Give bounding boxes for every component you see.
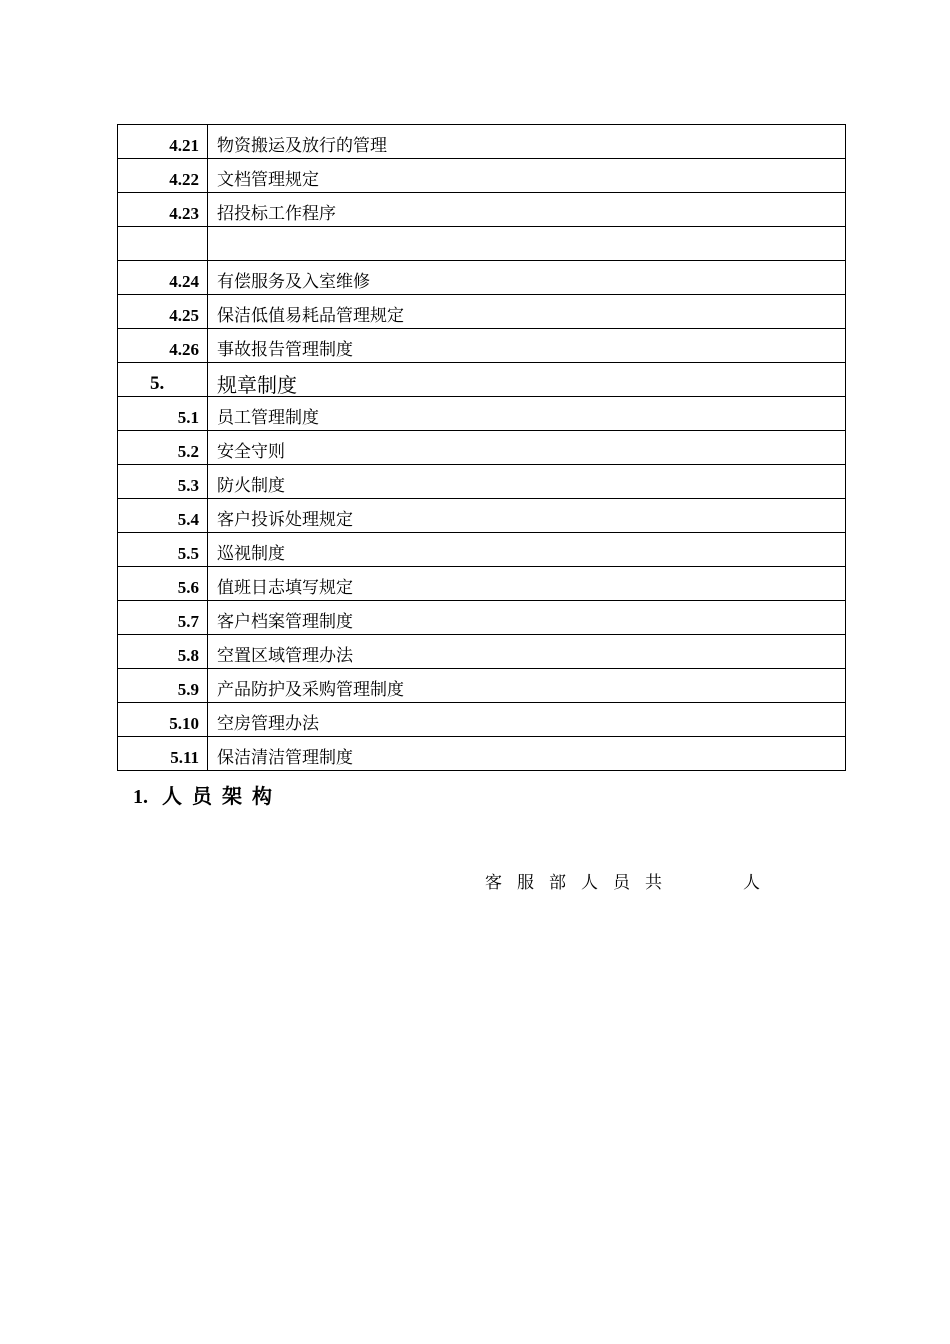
- toc-row: [118, 465, 846, 499]
- toc-row-title: 空置区域管理办法: [208, 635, 846, 669]
- toc-row: [118, 193, 846, 227]
- toc-row-title: 保洁清洁管理制度: [208, 737, 846, 771]
- toc-row-title: 物资搬运及放行的管理: [208, 125, 846, 159]
- toc-row-number: 4.22: [118, 159, 208, 193]
- toc-row-number: [118, 227, 208, 261]
- toc-row-number: 5.11: [118, 737, 208, 771]
- toc-row-title: 安全守则: [208, 431, 846, 465]
- toc-row-number: 5.4: [118, 499, 208, 533]
- toc-row-number: 4.21: [118, 125, 208, 159]
- toc-row-title: 员工管理制度: [208, 397, 846, 431]
- staff-count-line: [485, 872, 760, 894]
- toc-row: [118, 295, 846, 329]
- toc-row: [118, 601, 846, 635]
- toc-row: [118, 159, 846, 193]
- toc-row: [118, 499, 846, 533]
- toc-row-title: 产品防护及采购管理制度: [208, 669, 846, 703]
- toc-row-title: 文档管理规定: [208, 159, 846, 193]
- toc-row-number: 5.3: [118, 465, 208, 499]
- toc-row-title: 客户档案管理制度: [208, 601, 846, 635]
- toc-section-title: 规章制度: [208, 363, 846, 397]
- staff-count-label: 客服部人员共: [485, 873, 677, 893]
- toc-row-number: 5.7: [118, 601, 208, 635]
- toc-row-title: 巡视制度: [208, 533, 846, 567]
- toc-row: [118, 737, 846, 771]
- toc-row-number: 5.1: [118, 397, 208, 431]
- section-heading: [133, 783, 282, 810]
- toc-row-number: 5.9: [118, 669, 208, 703]
- toc-row-number: 4.26: [118, 329, 208, 363]
- toc-row-number: 5.6: [118, 567, 208, 601]
- section-heading-text: 人员架构: [162, 784, 282, 808]
- toc-row: [118, 431, 846, 465]
- toc-row: [118, 329, 846, 363]
- staff-count-unit: 人: [743, 873, 760, 893]
- toc-row-title: 事故报告管理制度: [208, 329, 846, 363]
- toc-row-number: 5.10: [118, 703, 208, 737]
- toc-row: [118, 125, 846, 159]
- toc-row-title: [208, 227, 846, 261]
- toc-row-number: 4.23: [118, 193, 208, 227]
- toc-row: [118, 261, 846, 295]
- toc-row-title: 值班日志填写规定: [208, 567, 846, 601]
- toc-row: [118, 397, 846, 431]
- toc-row-number: 4.24: [118, 261, 208, 295]
- toc-table: [117, 124, 846, 771]
- section-heading-number: 1.: [133, 786, 148, 808]
- toc-row-title: 防火制度: [208, 465, 846, 499]
- toc-row-title: 有偿服务及入室维修: [208, 261, 846, 295]
- toc-row: [118, 703, 846, 737]
- toc-row-title: 招投标工作程序: [208, 193, 846, 227]
- toc-row: [118, 669, 846, 703]
- toc-row: [118, 635, 846, 669]
- toc-row-title: 空房管理办法: [208, 703, 846, 737]
- toc-row-title: 保洁低值易耗品管理规定: [208, 295, 846, 329]
- toc-row-number: 5.5: [118, 533, 208, 567]
- toc-row-number: 5.2: [118, 431, 208, 465]
- toc-section-number: 5.: [118, 363, 208, 397]
- toc-row-number: 4.25: [118, 295, 208, 329]
- toc-section-row: [118, 363, 846, 397]
- toc-row-title: 客户投诉处理规定: [208, 499, 846, 533]
- toc-row: [118, 533, 846, 567]
- toc-row-blank: [118, 227, 846, 261]
- toc-row-number: 5.8: [118, 635, 208, 669]
- toc-row: [118, 567, 846, 601]
